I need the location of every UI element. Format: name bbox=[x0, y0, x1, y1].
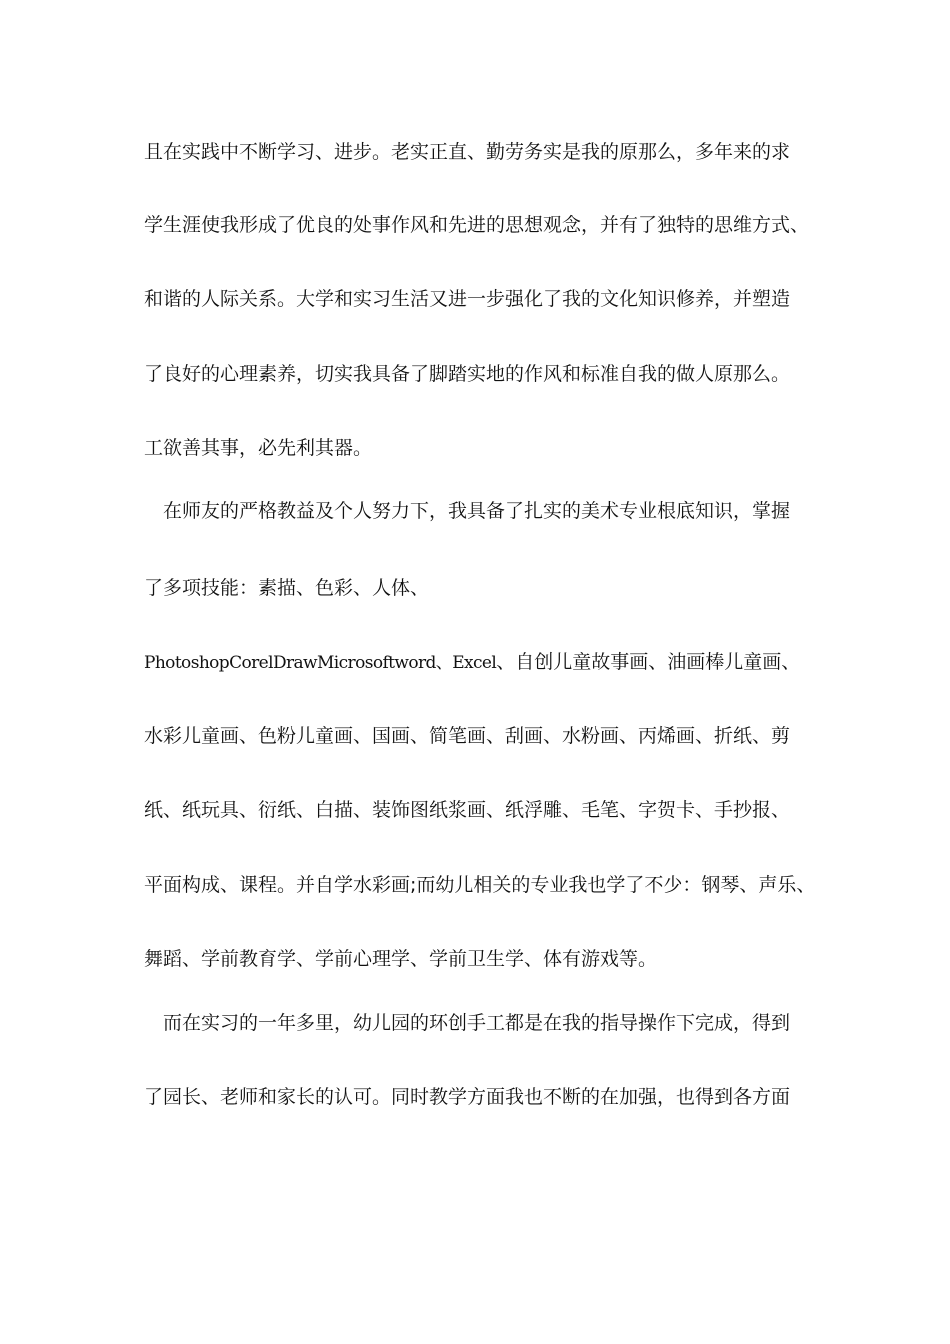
text-line-10: 纸、纸玩具、衍纸、白描、装饰图纸浆画、纸浮雕、毛笔、字贺卡、手抄报、 bbox=[144, 799, 791, 821]
text-line-9: 水彩儿童画、色粉儿童画、国画、简笔画、刮画、水粉画、丙烯画、折纸、剪 bbox=[144, 725, 791, 747]
text-line-5: 工欲善其事，必先利其器。 bbox=[144, 437, 373, 459]
text-line-13: 而在实习的一年多里，幼儿园的环创手工都是在我的指导操作下完成，得到 bbox=[144, 1012, 791, 1034]
software-names: PhotoshopCorelDrawMicrosoftword、Excel bbox=[144, 653, 497, 673]
text-line-1: 且在实践中不断学习、进步。老实正直、勤劳务实是我的原那么，多年来的求 bbox=[144, 141, 791, 163]
text-line-7: 了多项技能：素描、色彩、人体、 bbox=[144, 577, 430, 599]
text-line-12: 舞蹈、学前教育学、学前心理学、学前卫生学、体有游戏等。 bbox=[144, 948, 658, 970]
text-line-11: 平面构成、课程。并自学水彩画;而幼儿相关的专业我也学了不少：钢琴、声乐、 bbox=[144, 874, 816, 896]
text-line-8-rest: 、自创儿童故事画、油画棒儿童画、 bbox=[496, 651, 801, 673]
text-line-3: 和谐的人际关系。大学和实习生活又进一步强化了我的文化知识修养，并塑造 bbox=[144, 288, 791, 310]
text-line-4: 了良好的心理素养，切实我具备了脚踏实地的作风和标准自我的做人原那么。 bbox=[144, 363, 791, 385]
text-line-2: 学生涯使我形成了优良的处事作风和先进的思想观念，并有了独特的思维方式、 bbox=[144, 214, 810, 236]
text-line-8 bbox=[144, 650, 800, 675]
text-line-6: 在师友的严格教益及个人努力下，我具备了扎实的美术专业根底知识，掌握 bbox=[144, 500, 791, 522]
text-line-14: 了园长、老师和家长的认可。同时教学方面我也不断的在加强，也得到各方面 bbox=[144, 1086, 791, 1108]
